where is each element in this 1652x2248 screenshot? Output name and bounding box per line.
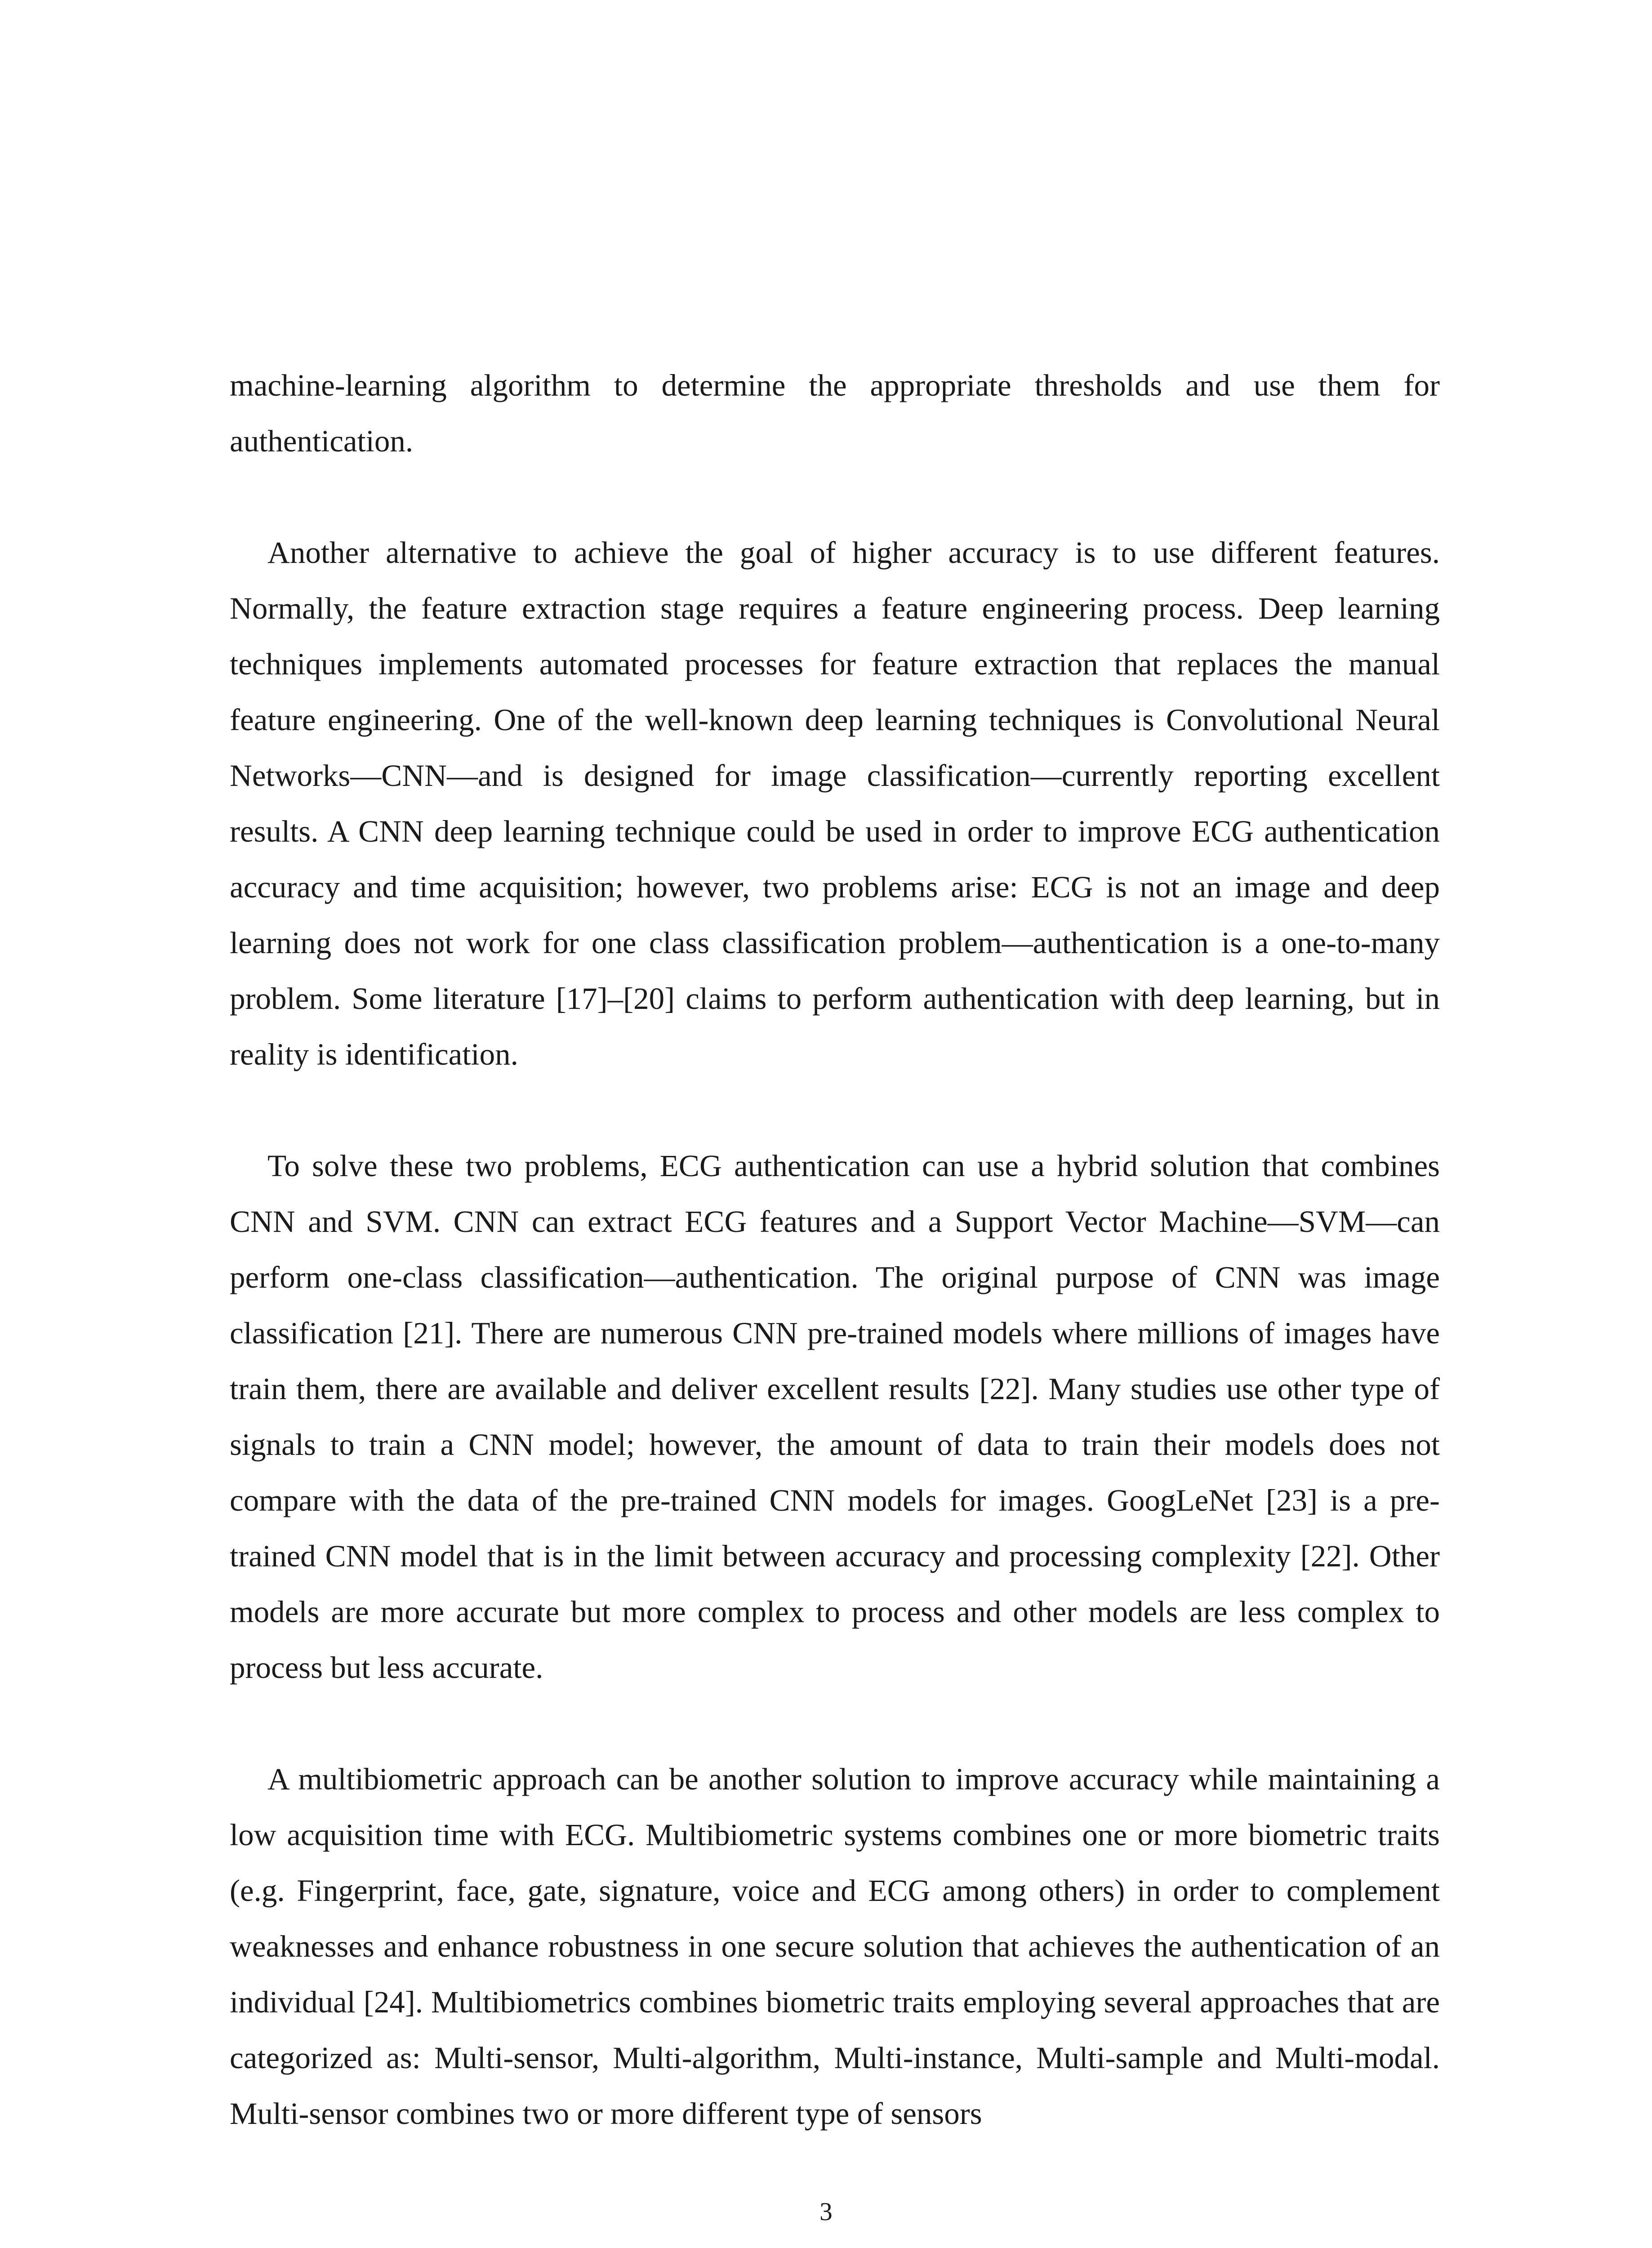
page-number: 3 <box>819 2198 833 2226</box>
paragraph-deep-learning-features: Another alternative to achieve the goal of higher accuracy is to use different features. Normally, the feature extraction stage requires a feature engineering process. Deep learning techniques implements automated processes for feature extraction that replaces the manual feature engineering. One of the well-known deep learning techniques is Convolutional Neural Networks—CNN—and is designed for image classification—currently reporting excellent results. A CNN deep learning technique could be used in order to improve ECG authentication accuracy and time acquisition; however, two problems arise: ECG is not an image and deep learning does not work for one class classification problem—authentication is a one-to-many problem. Some literature [17]–[20] claims to perform authentication with deep learning, but in reality is identification. <box>230 535 1440 1071</box>
paragraph-multibiometric: A multibiometric approach can be another solution to improve accuracy while maintaining a low acquisition time with ECG. Multibiometric systems combines one or more biometric traits (e.g. Fingerprint, face, gate, signature, voice and ECG among others) in order to complement weaknesses and enhance robustness in one secure solution that achieves the authentication of an individual [24]. Multibiometrics combines biometric traits employing several approaches that are categorized as: Multi-sensor, Multi-algorithm, Multi-instance, Multi-sample and Multi-modal. Multi-sensor combines two or more different type of sensors <box>230 1762 1440 2131</box>
paragraph-continuation: machine-learning algorithm to determine the appropriate thresholds and use them for authentication. <box>230 368 1440 458</box>
paragraph-cnn-svm-hybrid: To solve these two problems, ECG authentication can use a hybrid solution that combines CNN and SVM. CNN can extract ECG features and a Support Vector Machine—SVM—can perform one-class classification—authentication. The original purpose of CNN was image classification [21]. There are numerous CNN pre-trained models where millions of images have train them, there are available and deliver excellent results [22]. Many studies use other type of signals to train a CNN model; however, the amount of data to train their models does not compare with the data of the pre-trained CNN models for images. GoogLeNet [23] is a pre-trained CNN model that is in the limit between accuracy and processing complexity [22]. Other models are more accurate but more complex to process and other models are less complex to process but less accurate. <box>230 1149 1440 1685</box>
body-text <box>230 357 1440 2141</box>
